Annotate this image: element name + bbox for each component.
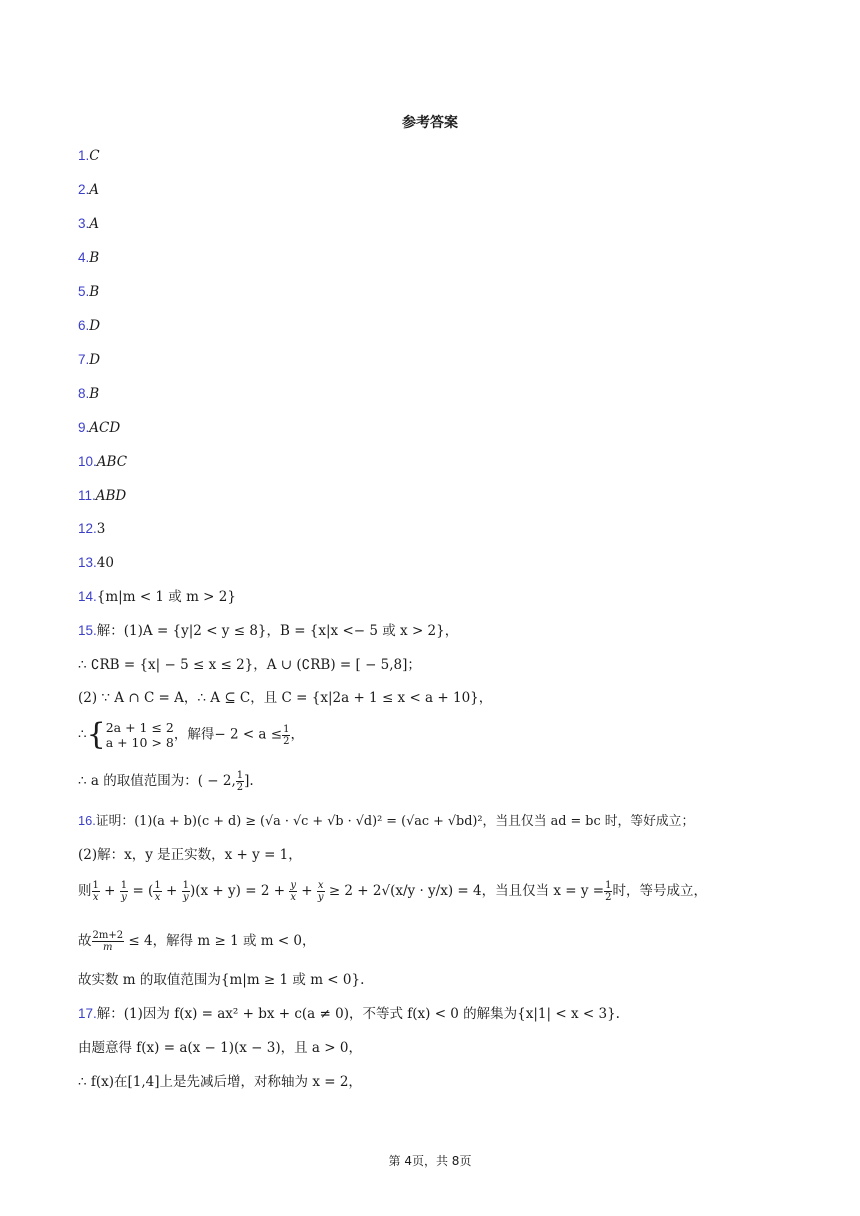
q16-line-1 [78,812,694,831]
text-segment: 时，等号成立， [612,883,707,899]
answer-text: B [89,386,100,402]
q17-line-2: 由题意得 f(x) = a(x − 1)(x − 3)，且 a > 0， [78,1040,362,1056]
q15-line-5 [78,770,254,793]
therefore-symbol: ∴ [78,726,87,743]
fraction-denominator: x [290,892,296,903]
fraction-denominator: x [154,892,161,903]
q15-line-3: (2) ∵ A ∩ C = A，∴ A ⊆ C，且 C = {x|2a + 1 ≤ x < a + 10}， [78,690,493,706]
answer-number: 14. [78,589,97,604]
answer-13 [78,554,114,572]
range-text: ∴ a 的取值范围为：( − 2, [78,773,236,789]
fraction [289,880,297,903]
answer-2 [78,181,99,199]
answer-4 [78,249,99,267]
q16-number: 16. [78,813,96,828]
fraction-denominator: m [103,942,113,953]
answer-text: {m|m < 1 或 m > 2} [96,589,236,605]
answer-text: ABC [96,454,128,470]
answer-5 [78,283,99,301]
fraction-numerator: 2m+2 [92,930,124,941]
system-row-1: 2a + 1 ≤ 2 [105,720,174,735]
fraction [182,880,190,903]
q15-line-4 [78,717,304,752]
answer-number: 4. [78,250,90,265]
answer-text: B [89,250,100,266]
answer-text: C [89,148,100,164]
answer-number: 6. [78,318,90,333]
answer-text: B [89,284,100,300]
fraction [120,880,128,903]
answer-number: 8. [78,386,90,401]
fraction-numerator: 1 [283,723,290,735]
page-footer: 第 4页，共 8页 [388,1154,472,1168]
q15-line-1 [78,622,458,640]
answer-text: D [89,352,101,368]
fraction-numerator: 1 [605,880,612,891]
answer-number: 3. [78,216,90,231]
q17-number: 17. [78,1006,97,1021]
answer-1 [78,147,100,165]
fraction-numerator: 1 [182,880,189,891]
q16-line-4 [78,930,316,953]
answer-number: 9. [78,420,90,435]
fraction-numerator: 1 [154,880,161,891]
q16-line-3: 则 $\frac{1}{x}$ + $\frac{1}{y}$ = ( $\frac{1}{x}$ + $\frac{1}{y}$ )(x + y) = 2 + $\frac{y}{x}$ + $\frac{x}{y}$ ≥ 2 + 2√(x/y · y/x) = 4，当且仅当 x = y = $\frac{1}{2}$ 时，等号成立， [78,880,707,903]
q15-line-2: ∴ ∁RB = {x| − 5 ≤ x ≤ 2}，A ∪ (∁RB) = [ − 5,8]； [78,657,421,673]
fraction-denominator: y [121,892,127,903]
punctuation: ， [290,726,304,743]
answer-7 [78,351,100,369]
answer-14 [78,588,236,606]
answer-number: 13. [78,555,97,570]
q17-text: 解：(1)因为 f(x) = ax² + bx + c(a ≠ 0)，不等式 f(x) < 0 的解集为{x|1| < x < 3}. [96,1006,620,1022]
answer-12 [78,520,105,538]
range-end: ]. [244,773,254,789]
fraction [317,880,325,903]
answer-3 [78,215,99,233]
q16-line-5: 故实数 m 的取值范围为{m|m ≥ 1 或 m < 0}. [78,972,365,988]
fraction-denominator: 2 [236,782,244,793]
fraction-numerator: 1 [236,770,244,781]
fraction-numerator: x [317,880,324,891]
page-title: 参考答案 [402,115,458,131]
system-row-2: a + 10 > 8 [105,735,174,750]
text-segment: )(x + y) = 2 + [189,883,286,899]
answer-text: A [89,216,100,232]
fraction [92,880,100,903]
fraction [92,930,125,953]
text-segment: ≥ 2 + 2√(x/y · y/x) = 4，当且仅当 x = y = [328,883,605,899]
fraction-denominator: y [317,892,324,903]
answer-number: 5. [78,284,90,299]
answer-text: 40 [96,555,114,571]
text-segment: 则 [78,883,92,899]
answer-number: 10. [78,454,97,469]
answer-number: 1. [78,148,90,163]
text-segment: ≤ 4，解得 m ≥ 1 或 m < 0， [128,933,316,949]
q16-text: 证明：(1)(a + b)(c + d) ≥ (√a · √c + √b · √d)² = (√ac + √bd)²，当且仅当 ad = bc 时，等好成立； [95,814,695,829]
answer-text: ABD [95,488,127,504]
fraction-numerator: 1 [120,880,128,891]
answer-9 [78,419,120,437]
q15-number: 15. [78,623,97,638]
answer-number: 12. [78,521,97,536]
fraction-numerator: 1 [92,880,99,891]
answer-text: ACD [89,420,121,436]
answer-number: 2. [78,182,90,197]
brace-glyph: { [86,717,106,752]
answer-text: D [89,318,101,334]
fraction-denominator: 2 [605,892,612,903]
fraction [153,880,161,903]
answer-number: 7. [78,352,90,367]
q16-line-2: (2)解：x，y 是正实数，x + y = 1， [78,847,302,863]
fraction-denominator: 2 [283,735,290,747]
q15-text: 解：(1)A = {y|2 < y ≤ 8}，B = {x|x <− 5 或 x > 2}， [96,623,459,639]
answer-10 [78,453,127,471]
answer-number: 11. [78,488,96,503]
answer-8 [78,385,99,403]
fraction [236,770,244,793]
text-segment: = ( [132,883,154,899]
q15-solution-text: ，解得− 2 < a ≤ [173,726,283,743]
answer-11 [78,487,126,505]
answer-6 [78,317,100,335]
q17-line-3: ∴ f(x)在[1,4]上是先减后增，对称轴为 x = 2， [78,1074,362,1090]
equation-system [106,720,174,750]
answer-text: A [89,182,100,198]
fraction-denominator: x [92,892,99,903]
q17-line-1 [78,1005,620,1023]
fraction-denominator: y [182,892,189,903]
text-segment: 故 [78,933,92,949]
fraction-numerator: y [290,880,296,891]
answer-text: 3 [96,521,106,537]
